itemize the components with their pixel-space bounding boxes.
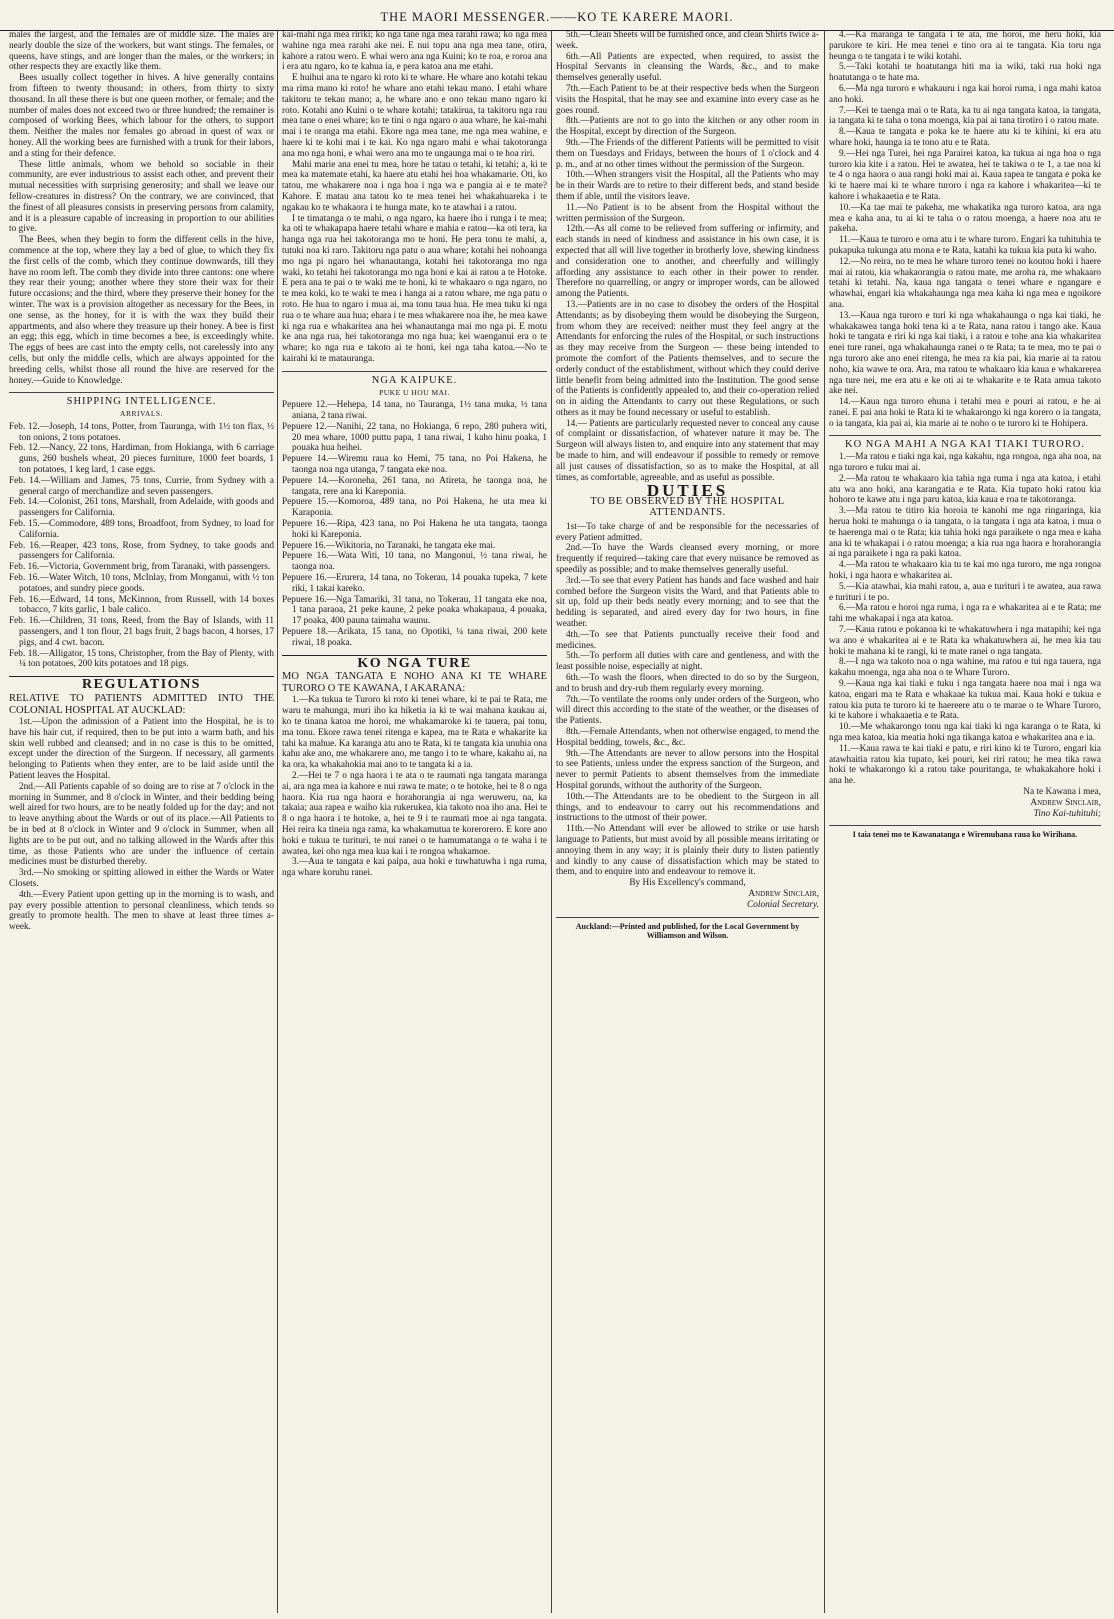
paragraph: 10.—Ka tae mai te pakeha, me whakatika nga turoro katoa, ara nga mea e kaha ana, tu ai ki te taha o o ratou moenga, a haere noa atu te pakeha. [829, 202, 1101, 235]
section-divider [9, 392, 274, 393]
list-item: Feb. 16.—Reaper, 423 tons, Rose, from Sydney, to take goods and passengers for California. [9, 540, 274, 562]
section-divider [829, 825, 1101, 826]
column-2 [282, 30, 547, 1613]
paragraph: Mahi marie ana enei tu mea, hore he tatau o tetahi, ki tetahi; a, ki te mea ka matemate etahi, ka haere atu etahi hei hoa whakamarie. Oti, ko tatou, me whakarere noa i nga hoa i nga wa e pangia ai e te mate? Kahore. E matau ana tatou ko te mea tenei hei whakahuareka i te ngakau ko te whakaora i te hunga mate, ko te atawhai i a ratou. [282, 159, 547, 213]
paragraph: 14.— Patients are particularly requested never to conceal any cause of complaint or dissatisfaction, of whatever nature it may be. The Surgeon will always listen to, and enquire into any statement that may be made to him, and will endeavour if possible to remedy or remove all just causes of dissatisfaction, so as to make the Hospital, at all times, as comfortable, agreeable, and as useful as possible. [556, 418, 819, 483]
signature-name: Andrew Sinclair, [748, 888, 819, 899]
list-item: Feb. 16.—Water Witch, 10 tons, McInlay, from Monganui, with ½ ton potatoes, and sundry piece goods. [9, 573, 274, 594]
regulations-lead: RELATIVE TO PATIENTS ADMITTED INTO THE COLONIAL HOSPITAL AT AUCKLAD: [9, 693, 274, 717]
paragraph: 6th.—To wash the floors, when directed to do so by the Surgeon, and to brush and dry-rub them regularly every morning. [556, 673, 819, 694]
kaipuke-subheading: PUKE U HOU MAI. [379, 387, 450, 397]
list-item: Feb. 16.—Edward, 14 tons, McKinnon, from Russell, with 14 boxes tobacco, 7 kits garlic, 1 bale calico. [9, 594, 274, 616]
paragraph: 14.—Kaua nga turoro ehuna i tetahi mea e pouri ai ratou, e he ai ranei. E pai ana hoki te Rata ki te whakarongo ki nga korero o ia tangata, o ia tangata, kia pai ai, kia marie ai te noho o te turoro ki te Hohipera. [829, 397, 1101, 429]
signature-title: Tino Kai-tuhituhi; [1033, 808, 1101, 819]
paragraph: 4.—Ka maranga te tangata i te ata, me horoi, me heru hoki, kia parukore te kiri. He mea tenei e tino ora ai te tangata. Kia toru nga heunga o te tangata i te wiki kotahi. [829, 30, 1101, 62]
mahi-heading: KO NGA MAHI A NGA KAI TIAKI TURORO. [845, 439, 1085, 451]
list-item: Feb. 14.—Colonist, 261 tons, Marshall, from Adelaide, with goods and passengers for California. [9, 497, 274, 519]
paragraph: 5.—Taki kotahi te hoatutanga hiti ma ia wiki, taki rua hoki nga hoatutanga o te hate ma. [829, 62, 1101, 84]
column-3 [556, 30, 819, 1613]
paragraph: 7th.—To ventilate the rooms only under orders of the Surgeon, who will direct this according to the state of the weather, or the diseases of the Patients. [556, 694, 819, 727]
paragraph: 9th.—The Friends of the different Patients will be permitted to visit them on Tuesdays and Fridays, between the hours of 1 o'clock and 4 p. m., and at no other times without the permission of the Surgeon. [556, 137, 819, 170]
paragraph: I te timatanga o te mahi, o nga ngaro, ka haere iho i runga i te mea; ka oti te whakapapa haere tetahi whare e mahia e ratou—ka oti tera, ka hanga nga rua hei takotoranga mo te honi. He pera tonu te mahi, a, tutuki noa ki raro. Takitoru nga patu o aua whare; kotahi hei nohoanga mo nga pi ngaro hei whanautanga, kotahi hei takotoranga mo nga waki, ko tetahi hei takotoranga mo nga honi e kai ai ratou a te Hotoke. E pera ana te pai o te waki me te honi, ki te whakaaro o nga ngaro, no te mea koki, ko te waki te mea i hanga ai a ratou whare, me nga patu o roto. He hua to ngaro i mua ai, ma tonu taua hua. He mea tuku ki nga rua o te whare aua hua; ehara i te mea whakarere noa ihe, he mea kawe ki nga rua e whakaritea ana hei whanautanga mai mo nga pi. E motu ke ana nga rua, hei takotoranga mo nga hua; kei waenganui era o te whare; ko nga rua e takoto ai te honi, kei nga taha katoa.—No te kairahi ki te matauranga. [282, 213, 547, 364]
kawana-line: Na te Kawana i mea, [1023, 786, 1101, 797]
paragraph: 2.—Hei te 7 o nga haora i te ata o te raumati nga tangata maranga ai, ara nga mea ia kahore e nui rawa te mate; o te hotoke, hei te 8 o nga haora. Kia rua nga haora e horahorangia ai nga weruweru, na, ka takaia; aua rapea e waiho kia rukerukea, kia takoto noa iho ana. Hei te 8 o nga haora i te hotoke, a, hei te 9 i te raumati moe ai nga tangata. Hei reira ka tineia nga rama, ka whakamutua te korerorero. E kore ano hoki e tukua te turituri, te nui ranei o te hamumatanga o te waha i te awatea, kei oho nga mea kua kai i te rongoa whakamoe. [282, 771, 547, 857]
list-item: Pepuere 16.—Wikitoria, no Taranaki, he tangata eke mai. [282, 540, 496, 551]
ture-lead: MO NGA TANGATA E NOHO ANA KI TE WHARE TURORO O TE KAWANA, I AKARANA: [282, 671, 547, 695]
maori-bees-article [282, 30, 547, 365]
command-line: By His Excellency's command, [629, 878, 746, 889]
list-item: Pepuere 12.—Hehepa, 14 tana, no Tauranga, 1½ tana muka, ½ tana aniana, 2 tana riwai. [282, 400, 547, 422]
imprint: I taia tenei mo te Kawanatanga e Wiremuhana raua ko Wirihana. [852, 830, 1078, 840]
paragraph: 1.—Ka tukua te Turoro ki roto ki tenei whare, ki te pai te Rata, me waru te mahunga, muri iho ka hiketia ia ki te wai mahana kaukau ai, ko te tinana katoa me horoi, me whakamaroke ki te tauera, pai tonu, ma tonu. Ekore rawa tenei ritenga e kapea, ma te Rata e whakarite ka tahi ka mahue. Ka karanga atu ano te Rata, ki te tangata kia unuhia ona kahu ake ano, me whakarere ano, me tango i to te whare, kakahu ai, na ka ora, ka whakahokia mai ano to te tangata ki a ia. [282, 695, 547, 771]
masthead [0, 10, 1114, 31]
list-item: Pepuere 14.—Koroneha, 261 tana, no Atireta, he taonga noa, he tangata, rere ana ki Kareponia. [282, 475, 547, 497]
duties-subheading: TO BE OBSERVED BY THE HOSPITAL ATTENDANTS. [590, 496, 785, 519]
paragraph: 12.—No reira, no te mea he whare turoro tenei no koutou hoki i haere mai ai ratou, kia whakaorangia o ratou mate, me aroha ra, me whakaaro tetahi ki tetahi. Na, kaua nga tangata o tenei whare e ngangare e whawhai, engari kia whakahaunga nga mea kaha ki nga mea e ngoikore ana. [829, 256, 1101, 310]
paragraph: 5th.—Clean Sheets will be furnished once, and clean Shirts twice a-week. [556, 30, 819, 51]
paragraph: 10th.—When strangers visit the Hospital, all the Patients who may be in their Wards are to retire to their different beds, and stand beside them if able, until the visitors leave. [556, 170, 819, 202]
paragraph: 11th.—No Attendant will ever be allowed to strike or use harsh language to Patients, but must avoid by all possible means irritating or annoying them in any way; it is plainly their duty to listen patiently and kindly to any cause of dissatisfaction which may be stated to them, and to enquire into and endeavour to remove it. [556, 824, 819, 878]
paragraph: 5th.—To perform all duties with care and gentleness, and with the least possible noise, especially at night. [556, 651, 819, 673]
list-item: Pepuere 18.—Arikata, 15 tana, no Opotiki, ¼ tana riwai, 200 kete riwai, 18 poaka. [282, 627, 547, 648]
kaipuke-heading: NGA KAIPUKE. [371, 374, 458, 386]
paragraph: 8th.—Female Attendants, when not otherwise engaged, to mend the Hospital bedding, towels, &c., &c. [556, 727, 819, 748]
regulations-heading: REGULATIONS [82, 677, 201, 693]
column-divider [824, 30, 825, 1613]
paragraph: 3.—Ma ratou te titiro kia horoia te kanohi me nga ringaringa, kia herua hoki te mahunga o ia tangata, o ia tangata i nga ata katoa, i mua o te haerenga mai o te Rata; kia tahia hoki nga paraikete o nga mea e kaha ana ki te whakapai i o ratou moenga; a kia rua nga haora e horahorangia ai nga paraikete i nga ra paki katoa. [829, 506, 1101, 560]
masthead-title: THE MAORI MESSENGER.——KO TE KARERE MAORI. [380, 10, 734, 24]
paragraph: 4th.—Every Patient upon getting up in the morning is to wash, and pay every possible attention to personal cleanliness, which tends so greatly to promote health. The men to shave at least three times a-week. [9, 889, 274, 933]
paragraph: E huihui ana te ngaro ki roto ki te whare. He whare ano kotahi tekau ma rima mano ki roto! he whare ano etahi tekau mano. I etahi whare takitoru te tekau mano; a, he whare ano e ono tekau mano ngaro ki roto. Kotahi ano Kuini o te whare kotahi; tatakirua, ta takitoru nga rau mea tane o enei whare; ko te tini o nga ngaro o aua whare, he kai-mahi mai i te oranga ma etahi. Ekore nga mea tane, me nga mea wahine, e haere ki te kohi mai i te kai. Ko nga ngaro mahi e whai takotoranga ana mo nga honi, e whai wero ana mo te ungaunga mai o te hoa riri. [282, 73, 547, 159]
shipping-list [9, 422, 274, 670]
paragraph: 6.—Ma ratou e horoi nga ruma, i nga ra e whakaritea ai e te Rata; me tahi me whakapai i nga ata katoa. [829, 603, 1101, 625]
paragraph: 1st.—Upon the admission of a Patient into the Hospital, he is to have his hair cut, if required, then to be put into a warm bath, and his skin well rubbed and cleansed; and in no case is this to be omitted, except under the direction of the Surgeon. If necessary, all garments belonging to Patients when they enter, are to be laid aside until the Patient leaves the Hospital. [9, 717, 274, 781]
column-divider [551, 30, 552, 1613]
paragraph: 3rd.—No smoking or spitting allowed in either the Wards or Water Closets. [9, 868, 274, 889]
kaipuke-list [282, 400, 547, 648]
paragraph: 2.—Ma ratou te whakaaro kia tahia nga ruma i nga ata katoa, i etahi atu wa ano hoki, ana karangatia e te Rata. Kia tupato hoki ratou kia hohoro te kawe atu i nga paru katoa, kia kaua e roa te takotoranga. [829, 473, 1101, 506]
paragraph: 8.—I nga wa takoto noa o nga wahine, ma ratou e tui nga tauera, nga kakahu moenga, nga aha noa o te Whare Turoro. [829, 657, 1101, 679]
paragraph: 11.—No Patient is to be absent from the Hospital without the written permission of the Surgeon. [556, 202, 819, 224]
section-divider [556, 917, 819, 918]
column-1 [9, 30, 274, 1613]
paragraph: 10th.—The Attendants are to be obedient to the Surgeon in all things, and to endeavour to carry out his recommendations and instructions to the utmost of their power. [556, 791, 819, 824]
paragraph: 10.—Me whakarongo tonu nga kai tiaki ki nga karanga o te Rata, ki nga mea katoa, kia meatia hoki nga tikanga katoa e whakaritea ana e ia. [829, 722, 1101, 743]
imprint: Auckland:—Printed and published, for the Local Government by Williamson and Wilson. [575, 921, 800, 941]
paragraph: 9.—Kaua nga kai tiaki e tuku i nga tangata haere noa mai i nga wa katoa, engari ma te Rata e whakaae ka tukua mai. Kaua hoki e tukua e ratou kia puta te turoro ki te haereere atu o te marae o te Whare Turoro, ki te kahore i whakaaetia e te Rata. [829, 679, 1101, 722]
paragraph: 8th.—Patients are not to go into the kitchen or any other room in the Hospital, except by direction of the Surgeon. [556, 116, 819, 138]
list-item: Feb. 14.—William and James, 75 tons, Currie, from Sydney with a general cargo of merchandize and seven passengers. [9, 475, 274, 497]
paragraph: 5.—Kia atawhai, kia mahi ratou, a, aua e turituri i te awatea, aua rawa e turituri i te po. [829, 581, 1101, 603]
paragraph: Bees usually collect together in hives. A hive generally contains from fifteen to twenty thousand; in others, from thirty to sixty thousand. In all these there is but one queen mother, or female; and the number of males does not exceed two or three hundred; the remainer is composed of working Bees, which labour for the others, to support them. Neither the males nor females go abroad in quest of wax or honey. All the working bees are furnished with a trunk for their labors, and a sting for their defence. [9, 73, 274, 159]
list-item: Pepuere 14.—Wiremu raua ko Hemi, 75 tana, no Poi Hakena, he taonga noa nga utanga, 7 tangata eke noa. [282, 454, 547, 476]
paragraph: 11.—Kaua te turoro e oma atu i te whare turoro. Engari ka tuhituhia te pukapuka tukunga atu mona e te Rata, katahi ka tukua kia puta ki waho. [829, 235, 1101, 256]
paragraph: males the largest, and the females are of middle size. The males are nearly double the size of the workers, but want stings. The females, or queens, have stings, and are longer than the males, or the workers; in other respects they are exactly like them. [9, 30, 274, 73]
list-item: Feb. 12.—Nancy, 22 tons, Hardiman, from Hokianga, with 6 carriage guns, 260 bushels wheat, 20 pieces furniture, 1000 feet boards, 1 ton potatoes, 1 keg lard, 1 case eggs. [9, 443, 274, 476]
paragraph: 3rd.—To see that every Patient has hands and face washed and hair combed before the Surgeon visits the Ward, and that Patients able to sit up, fold up their beds neatly every morning; and to see that the bedding is separated, and aired every day for two hours, in fine weather. [556, 575, 819, 630]
paragraph: 7.—Kei te taenga mai o te Rata, ka tu ai nga tangata katoa, ia tangata, ia tangata ki te taha o tona moenga, kia pai ai tana tirotiro i o ratou mate. [829, 105, 1101, 127]
paragraph: These little animals, whom we behold so sociable in their community, are ever industrious to assist each other, and prevent their mutual necessities with surprising generosity; and shall we leave our fellow-creatures in distress? On the contrary, we are convinced, that the finest of all pleasures consists in preserving persons from calamity, and it is a pleasure capable of increasing in proportion to our abilities to give. [9, 159, 274, 235]
section-divider [829, 435, 1101, 436]
list-item: Feb. 12.—Joseph, 14 tons, Potter, from Tauranga, with 1½ ton flax, ½ ton onions, 2 tons potatoes. [9, 421, 274, 443]
paragraph: 12th.—As all come to be relieved from suffering or infirmity, and each stands in need of kindness and assistance in his own case, it is expected that all will live together in brotherly love, shewing kindness and consideration one to another, and cheerfully and willingly affording any assistance to each other in their power to render. Therefore no quarrelling, or angry or improper words, can be allowed among the Patients. [556, 224, 819, 300]
paragraph: 4th.—To see that Patients punctually receive their food and medicines. [556, 629, 819, 651]
signature-name: Andrew Sinclair, [1030, 797, 1101, 808]
duties-heading: DUTIES [646, 481, 729, 501]
list-item: Feb. 18.—Alligator, 15 tons, Christopher, from the Bay of Plenty, with ¼ ton potatoes, 200 kits potatoes and 18 pigs. [9, 648, 274, 670]
section-divider [282, 371, 547, 372]
paragraph: 9.—Hei nga Turei, hei nga Parairei katoa, ka tukua ai nga hoa o nga turoro kia kite i a ratou. Hei te awatea, hei te takiwa o te 1, a tae noa ki te 4 o nga haora o aua rangi hoki mai ai. Kaua rapea te tangata e poka ke ki te haere mai ki te whare turoro i nga ra kahore i whakaritea—ki te kahore i whakaaetia e te Rata. [829, 148, 1101, 202]
paragraph: 7.—Kaua ratou e pokanoa ki te whakatuwhera i nga matapihi; kei nga wa ano e whakaritea ai e te Rata ka whakatuwhera ai, he mea kia tau hoki te mahana ki te rangi, ki te mate ranei o nga tangata. [829, 625, 1101, 657]
paragraph: 2nd.—To have the Wards cleansed every morning, or more frequently if required—taking care that every nuisance be removed as speedily as possible; and to make themselves generally useful. [556, 543, 819, 576]
paragraph: 6.—Ma nga turoro e whakauru i nga kai horoi ruma, i nga mahi katoa ano hoki. [829, 83, 1101, 105]
signature-title: Colonial Secretary. [747, 899, 819, 910]
list-item: Pepuere 16.—Nga Tamariki, 31 tana, no Tokerau, 11 tangata eke noa, 1 tana paraoa, 21 peke kaune, 2 peke poaka whakapaua, 4 pouaka, 17 poaka, 400 pauna taimaha waunu. [282, 594, 547, 627]
paragraph: 13.—Patients are in no case to disobey the orders of the Hospital Attendants; as by disobeying them would be disobeying the Surgeon, from whom they are received: neither must they feel angry at the Attendants for enforcing the rules of the Hospital, or such instructions as they may receive from the Surgeon — these being intended to promote the comfort of the Patients themselves, and to secure the orderly conduct of the establishment, without which they could derive little benefit from being admitted into the Institution. The good sense of the Patients is confidently appealed to, and their co-operation relied on in aiding the Attendants to carry out these Regulations, or such others as it may be found necessary or useful to establish. [556, 299, 819, 418]
column-4 [829, 30, 1101, 1613]
paragraph: The Bees, when they begin to form the different cells in the hive, commence at the top, where they lay a bed of glue, to which they fix the first cells of the comb, which they continue downwards, till they have no room left. The comb they divide into three cantons: one where they rear their young; another where they store their wax for their future occasions; and the third, where they preserve their honey for the winter. The wax is a provision altogether as necessary for the Bees, in one sense, as the honey, for it is with the wax they build their appartments, and also where they treasure up their honey. A bee is first an egg; this egg, which in time becomes a bee, is exceedingly white. The eggs of bees are cast into the empty cells, not carelessly into any cells, but only the middle cells, which are always appointed for the breeding cells, whilst those all round the hive are reserved for the honey.—Guide to Knowledge. [9, 235, 274, 386]
shipping-heading: SHIPPING INTELLIGENCE. [66, 396, 217, 408]
ture-heading: KO NGA TURE [357, 655, 472, 671]
paragraph: 3.—Aua te tangata e kai paipa, aua hoki e tuwhatuwha i nga ruma, nga whare koruhu ranei. [282, 857, 547, 879]
arrivals-subheading: ARRIVALS. [120, 409, 163, 419]
paragraph: 11.—Kaua rawa te kai tiaki e patu, e riri kino ki te Turoro, engari kia atawhaitia ratou kia tupato, kei pouri, kei riri ratou; he mea tika rawa hoki te whakarongo ki a ratou take pouritanga, te whakakahore hoki i ana he. [829, 743, 1101, 787]
paragraph: 4.—Ma ratou te whakaaro kia tu te kai mo nga turoro, me nga rongoa hoki, i nga haora e whakaritea ai. [829, 560, 1101, 582]
paragraph: kai-mahi nga mea ririki; ko nga tane nga mea rarahi rawa; ko nga mea wahine nga mea rarahi ake nei. E nui topu ana nga mea tane, otira, kahore a ratou wero. E whai wero ana nga Kuini; ko te roa, e roroa ana i era atu ngaro, ko te kahua ia, e pera katoa ana me etahi. [282, 30, 547, 73]
paragraph: 2nd.—All Patients capable of so doing are to rise at 7 o'clock in the morning in Summer, and 8 o'clock in Winter, and their bedding being well aired for two hours, are to be neatly folded up for the day; and not to leave anything about the Wards or out of its place.—All Patients to be in bed at 8 o'clock in Winter and 9 o'clock in Summer, when all lights are to be put out, and no talking allowed in the Wards after this time, as those Patients who are under the influence of certain medicines must be disturbed thereby. [9, 781, 274, 868]
paragraph: 6th.—All Patients are expected, when required, to assist the Hospital Servants in cleansing the Wards, &c., and to make themselves generally useful. [556, 51, 819, 84]
bees-article [9, 30, 274, 386]
list-item: Pepuere 16.—Ripa, 423 tana, no Poi Hakena he uta tangata, taonga hoki ki Kareponia. [282, 519, 547, 540]
paragraph: 1st—To take charge of and be responsible for the necessaries of every Patient admitted. [556, 521, 819, 543]
paragraph: 7th.—Each Patient to be at their respective beds when the Surgeon visits the Hospital, that he may see and examine into every case as he goes round. [556, 83, 819, 116]
paragraph: 1.—Ma ratou e tiaki nga kai, nga kakahu, nga rongoa, nga aha noa, na nga turoro e tuku mai ai. [829, 452, 1101, 474]
list-item: Feb. 16.—Children, 31 tons, Reed, from the Bay of Islands, with 11 passengers, and 1 ton flour, 21 bags fruit, 2 bags bacon, 4 horses, 17 pigs, and 4 cwt. bacon. [9, 616, 274, 648]
list-item: Pepuere 12.—Nanihi, 22 tana, no Hokianga, 6 repo, 280 puhera witi, 20 mea whare, 1000 puttu papa, 1 tana riwai, 1 kaho hinu poaka, 1 pouaka hua heihei. [282, 421, 547, 454]
list-item: Feb. 15.—Commodore, 489 tons, Broadfoot, from Sydney, to load for California. [9, 519, 274, 540]
paragraph: 9th.—The Attendants are never to allow persons into the Hospital to see Patients, unless under the express sanction of the Surgeon, and never to permit Patients to absent themselves from the immediate Hospital gorunds, without the authority of the Surgeon. [556, 748, 819, 791]
list-item: Pepuere 16.—Erurera, 14 tana, no Tokerau, 14 pouaka tupeka, 7 kete riki, 1 takai kareko. [282, 573, 547, 594]
list-item: Feb. 16.—Victoria, Government brig, from Taranaki, with passengers. [9, 562, 271, 573]
list-item: Pepuere 15.—Komoroa, 489 tana, no Poi Hakena, he uta mea ki Karaponia. [282, 497, 547, 519]
list-item: Pepuere 16.—Wata Witi, 10 tana, no Mangonui, ½ tana riwai, he taonga noa. [282, 551, 547, 573]
column-divider [277, 30, 278, 1613]
paragraph: 8.—Kaua te tangata e poka ke te haere atu ki te kihini, ki era atu whare hoki, haunga ia te tono atu e te Rata. [829, 127, 1101, 148]
paragraph: 13.—Kaua nga turoro e turi ki nga whakahaunga o nga kai tiaki, he whakakawea tanga hoki tena ki a te Rata, nana ratou i tango ake. Kaua hoki te tangata e riri ki nga kai tiaki, i a ratou e tohe ana kia whakaritea enei ture ranei, nga whakahaunga ranei o te Rata; ta te mea, mo te pai o nga turoro ake ano enei ritenga, he mea ra kia pai, kia marie ai ta ratou noho, kia wawe te ora. Ara, ma ratou te whakaaro kia kaua e whakarerea nga ture nei, me era atu e ke oti ai te whakarite e te Rata amua takoto ake nei. [829, 310, 1101, 397]
